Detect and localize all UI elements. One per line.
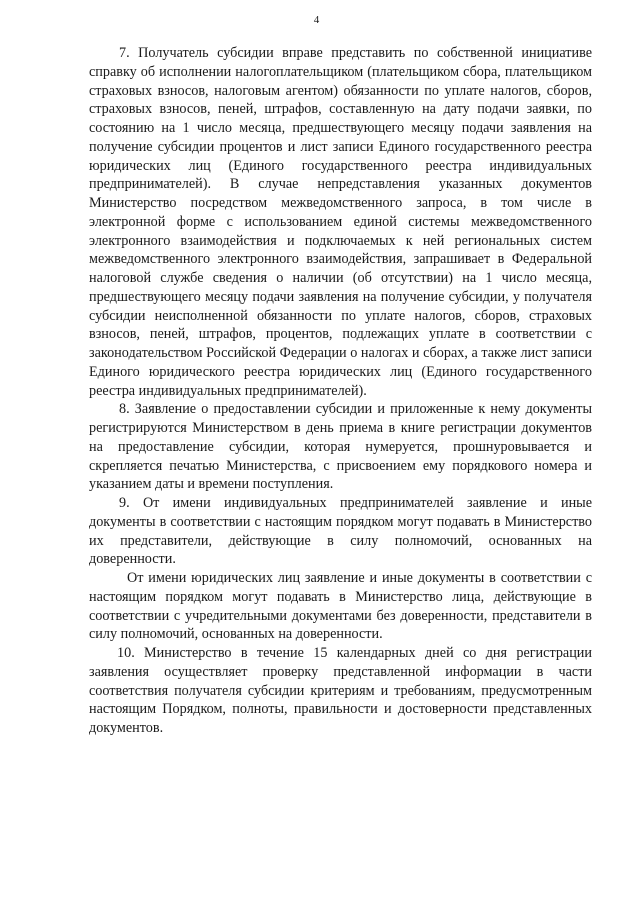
paragraph-9: 9. От имени индивидуальных предпринимателей заявление и иные документы в соответствии с настоящим порядком могут подавать в Министерство их представители, действующие в силу полномочий, основанных на доверенности. bbox=[89, 495, 592, 568]
paragraph-8: 8. Заявление о предоставлении субсидии и приложенные к нему документы регистрируются Министерством в день приема в книге регистрации документов на предоставление субсидии, которая нумеруется, прошнуровывается и скрепляется печатью Министерства, с присвоением ему порядкового номера и указанием даты и времени поступления. bbox=[89, 401, 592, 493]
page-number: 4 bbox=[313, 14, 320, 26]
paragraph-10: 10. Министерство в течение 15 календарных дней со дня регистрации заявления осуществляет проверку представленной информации в части соответствия получателя субсидии критериям и требованиям, предусмотренным настоящим Порядком, полноты, правильности и достоверности представленных документов. bbox=[89, 645, 592, 736]
paragraph-9-continued: От имени юридических лиц заявление и иные документы в соответствии с настоящим порядком могут подавать в Министерство лица, действующие в соответствии с учредительными документами без доверенности, представители в силу полномочий, основанных на доверенности. bbox=[89, 570, 592, 643]
paragraph-7: 7. Получатель субсидии вправе представить по собственной инициативе справку об исполнении налогоплательщиком (плательщиком сбора, плательщиком страховых взносов, налоговым агентом) обязанности по уплате налогов, сборов, страховых взносов, пеней, штрафов, составленную на дату подачи заявки, по состоянию на 1 число месяца, предшествующего месяцу подачи заявления на получение субсидии процентов и лист записи Единого государственного реестра юридических лиц (Единого государственного реестра индивидуальных предпринимателей). В случае непредставления указанных документов Министерство посредством межведомственного запроса, в том числе в электронной форме с использованием единой системы межведомственного электронного взаимодействия и подключаемых к ней региональных систем межведомственного электронного взаимодействия, запрашивает в Федеральной налоговой службе сведения о наличии (об отсутствии) на 1 число месяца, предшествующего месяцу подачи заявления на получение субсидии, у получателя субсидии неисполненной обязанности по уплате налогов, сборов, страховых взносов, пеней, штрафов, процентов, подлежащих уплате в соответствии с законодательством Российской Федерации о налогах и сборах, а также лист записи Единого юридического реестра юридических лиц (Единого государственного реестра индивидуальных предпринимателей). bbox=[89, 45, 592, 399]
document-body bbox=[89, 44, 592, 738]
